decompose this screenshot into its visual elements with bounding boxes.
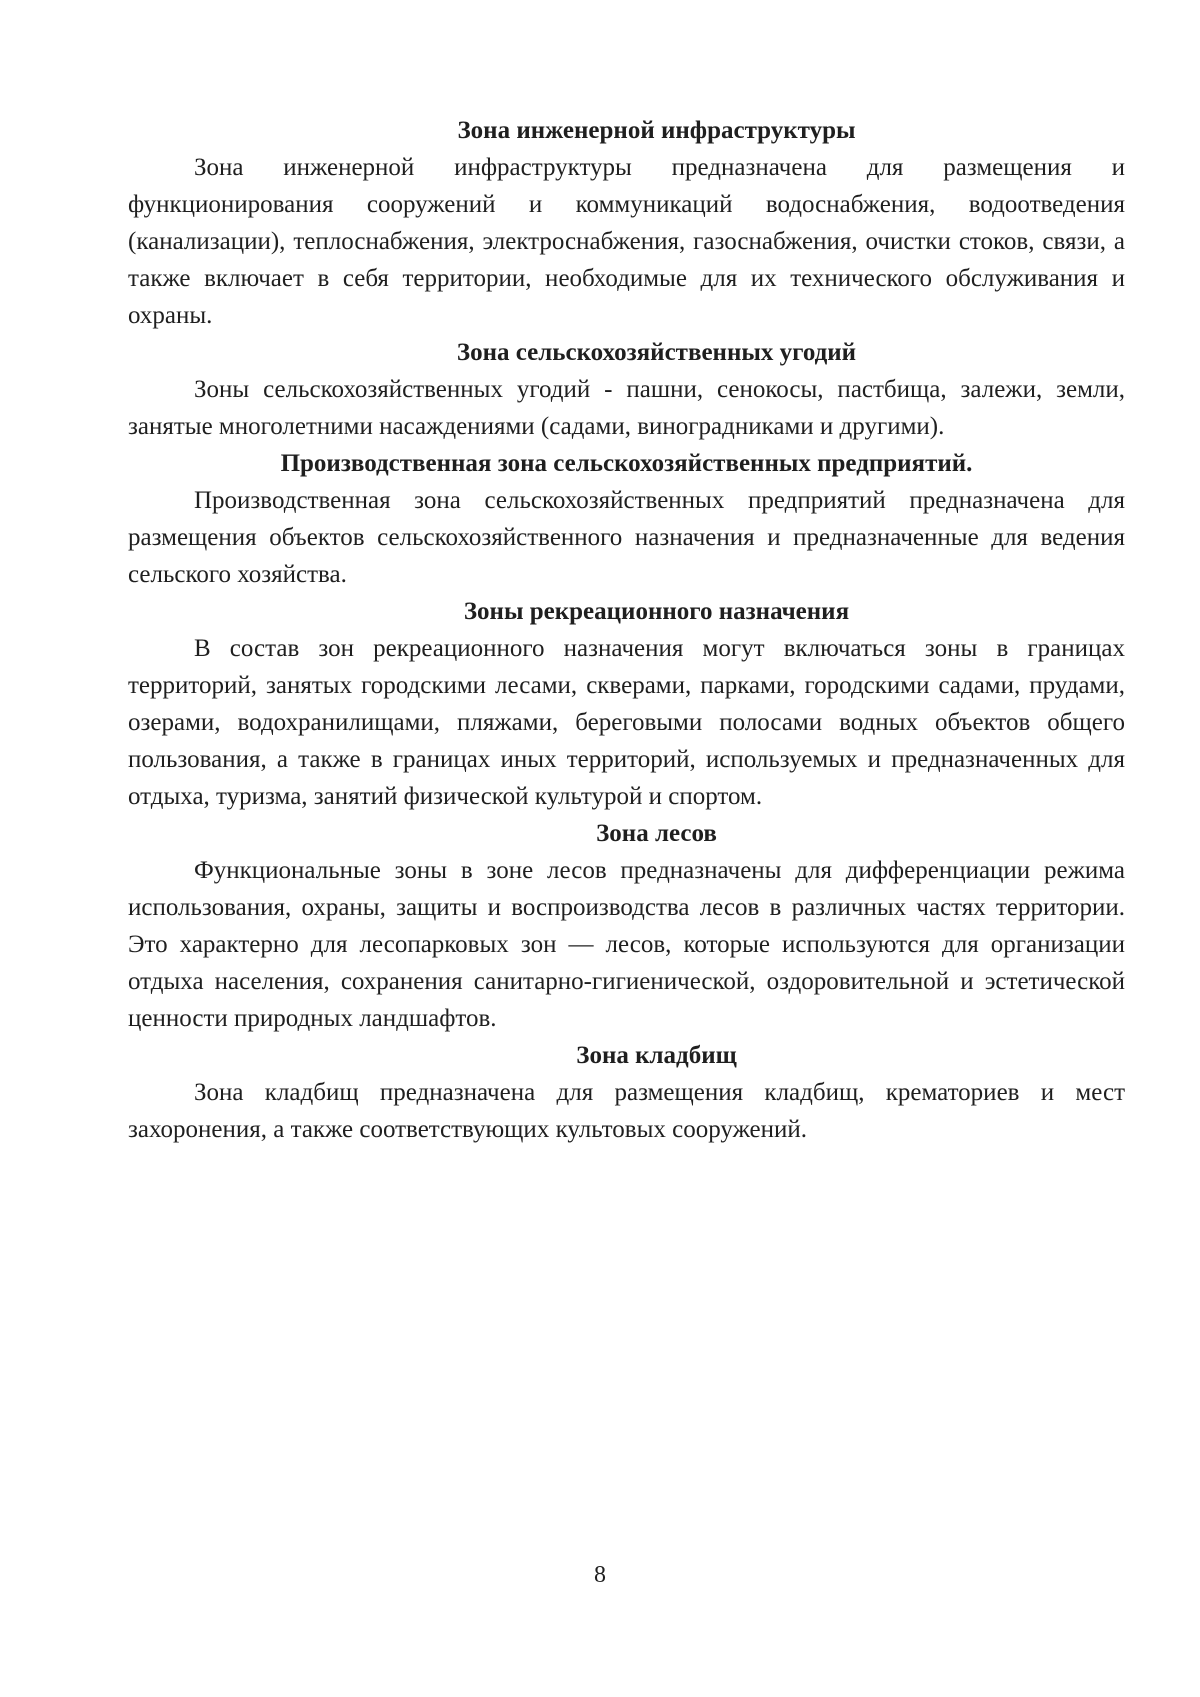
heading-forest-zone: Зона лесов <box>596 820 717 847</box>
heading-agricultural-production: Производственная зона сельскохозяйственных предприятий. <box>280 450 973 477</box>
paragraph-recreational-zones: В состав зон рекреационного назначения могут включаться зоны в границах территорий, занятых городскими лесами, скверами, парками, городскими садами, прудами, озерами, водохранилищами, пляжами, береговыми полосами водных объектов общего пользования, а также в границах иных территорий, используемых и предназначенных для отдыха, туризма, занятий физической культурой и спортом. <box>128 635 1125 810</box>
document-body <box>128 112 1125 1148</box>
paragraph-cemetery-zone: Зона кладбищ предназначена для размещения кладбищ, крематориев и мест захоронения, а также соответствующих культовых сооружений. <box>128 1079 1125 1143</box>
paragraph-agricultural-production: Производственная зона сельскохозяйственных предприятий предназначена для размещения объектов сельскохозяйственного назначения и предназначенные для ведения сельского хозяйства. <box>128 487 1125 588</box>
heading-engineering-infrastructure: Зона инженерной инфраструктуры <box>457 117 856 144</box>
page-number: 8 <box>594 1562 606 1588</box>
paragraph-engineering-infrastructure: Зона инженерной инфраструктуры предназначена для размещения и функционирования сооружений и коммуникаций водоснабжения, водоотведения (канализации), теплоснабжения, электроснабжения, газоснабжения, очистки стоков, связи, а также включает в себя территории, необходимые для их технического обслуживания и охраны. <box>128 154 1125 329</box>
heading-recreational-zones: Зоны рекреационного назначения <box>463 598 850 625</box>
paragraph-agricultural-land: Зоны сельскохозяйственных угодий - пашни, сенокосы, пастбища, залежи, земли, занятые многолетними насаждениями (садами, виноградниками и другими). <box>128 376 1125 440</box>
heading-cemetery-zone: Зона кладбищ <box>576 1042 737 1069</box>
paragraph-forest-zone: Функциональные зоны в зоне лесов предназначены для дифференциации режима использования, охраны, защиты и воспроизводства лесов в различных частях территории. Это характерно для лесопарковых зон — лесов, которые используются для организации отдыха населения, сохранения санитарно-гигиенической, оздоровительной и эстетической ценности природных ландшафтов. <box>128 857 1125 1032</box>
heading-agricultural-land: Зона сельскохозяйственных угодий <box>456 339 857 366</box>
